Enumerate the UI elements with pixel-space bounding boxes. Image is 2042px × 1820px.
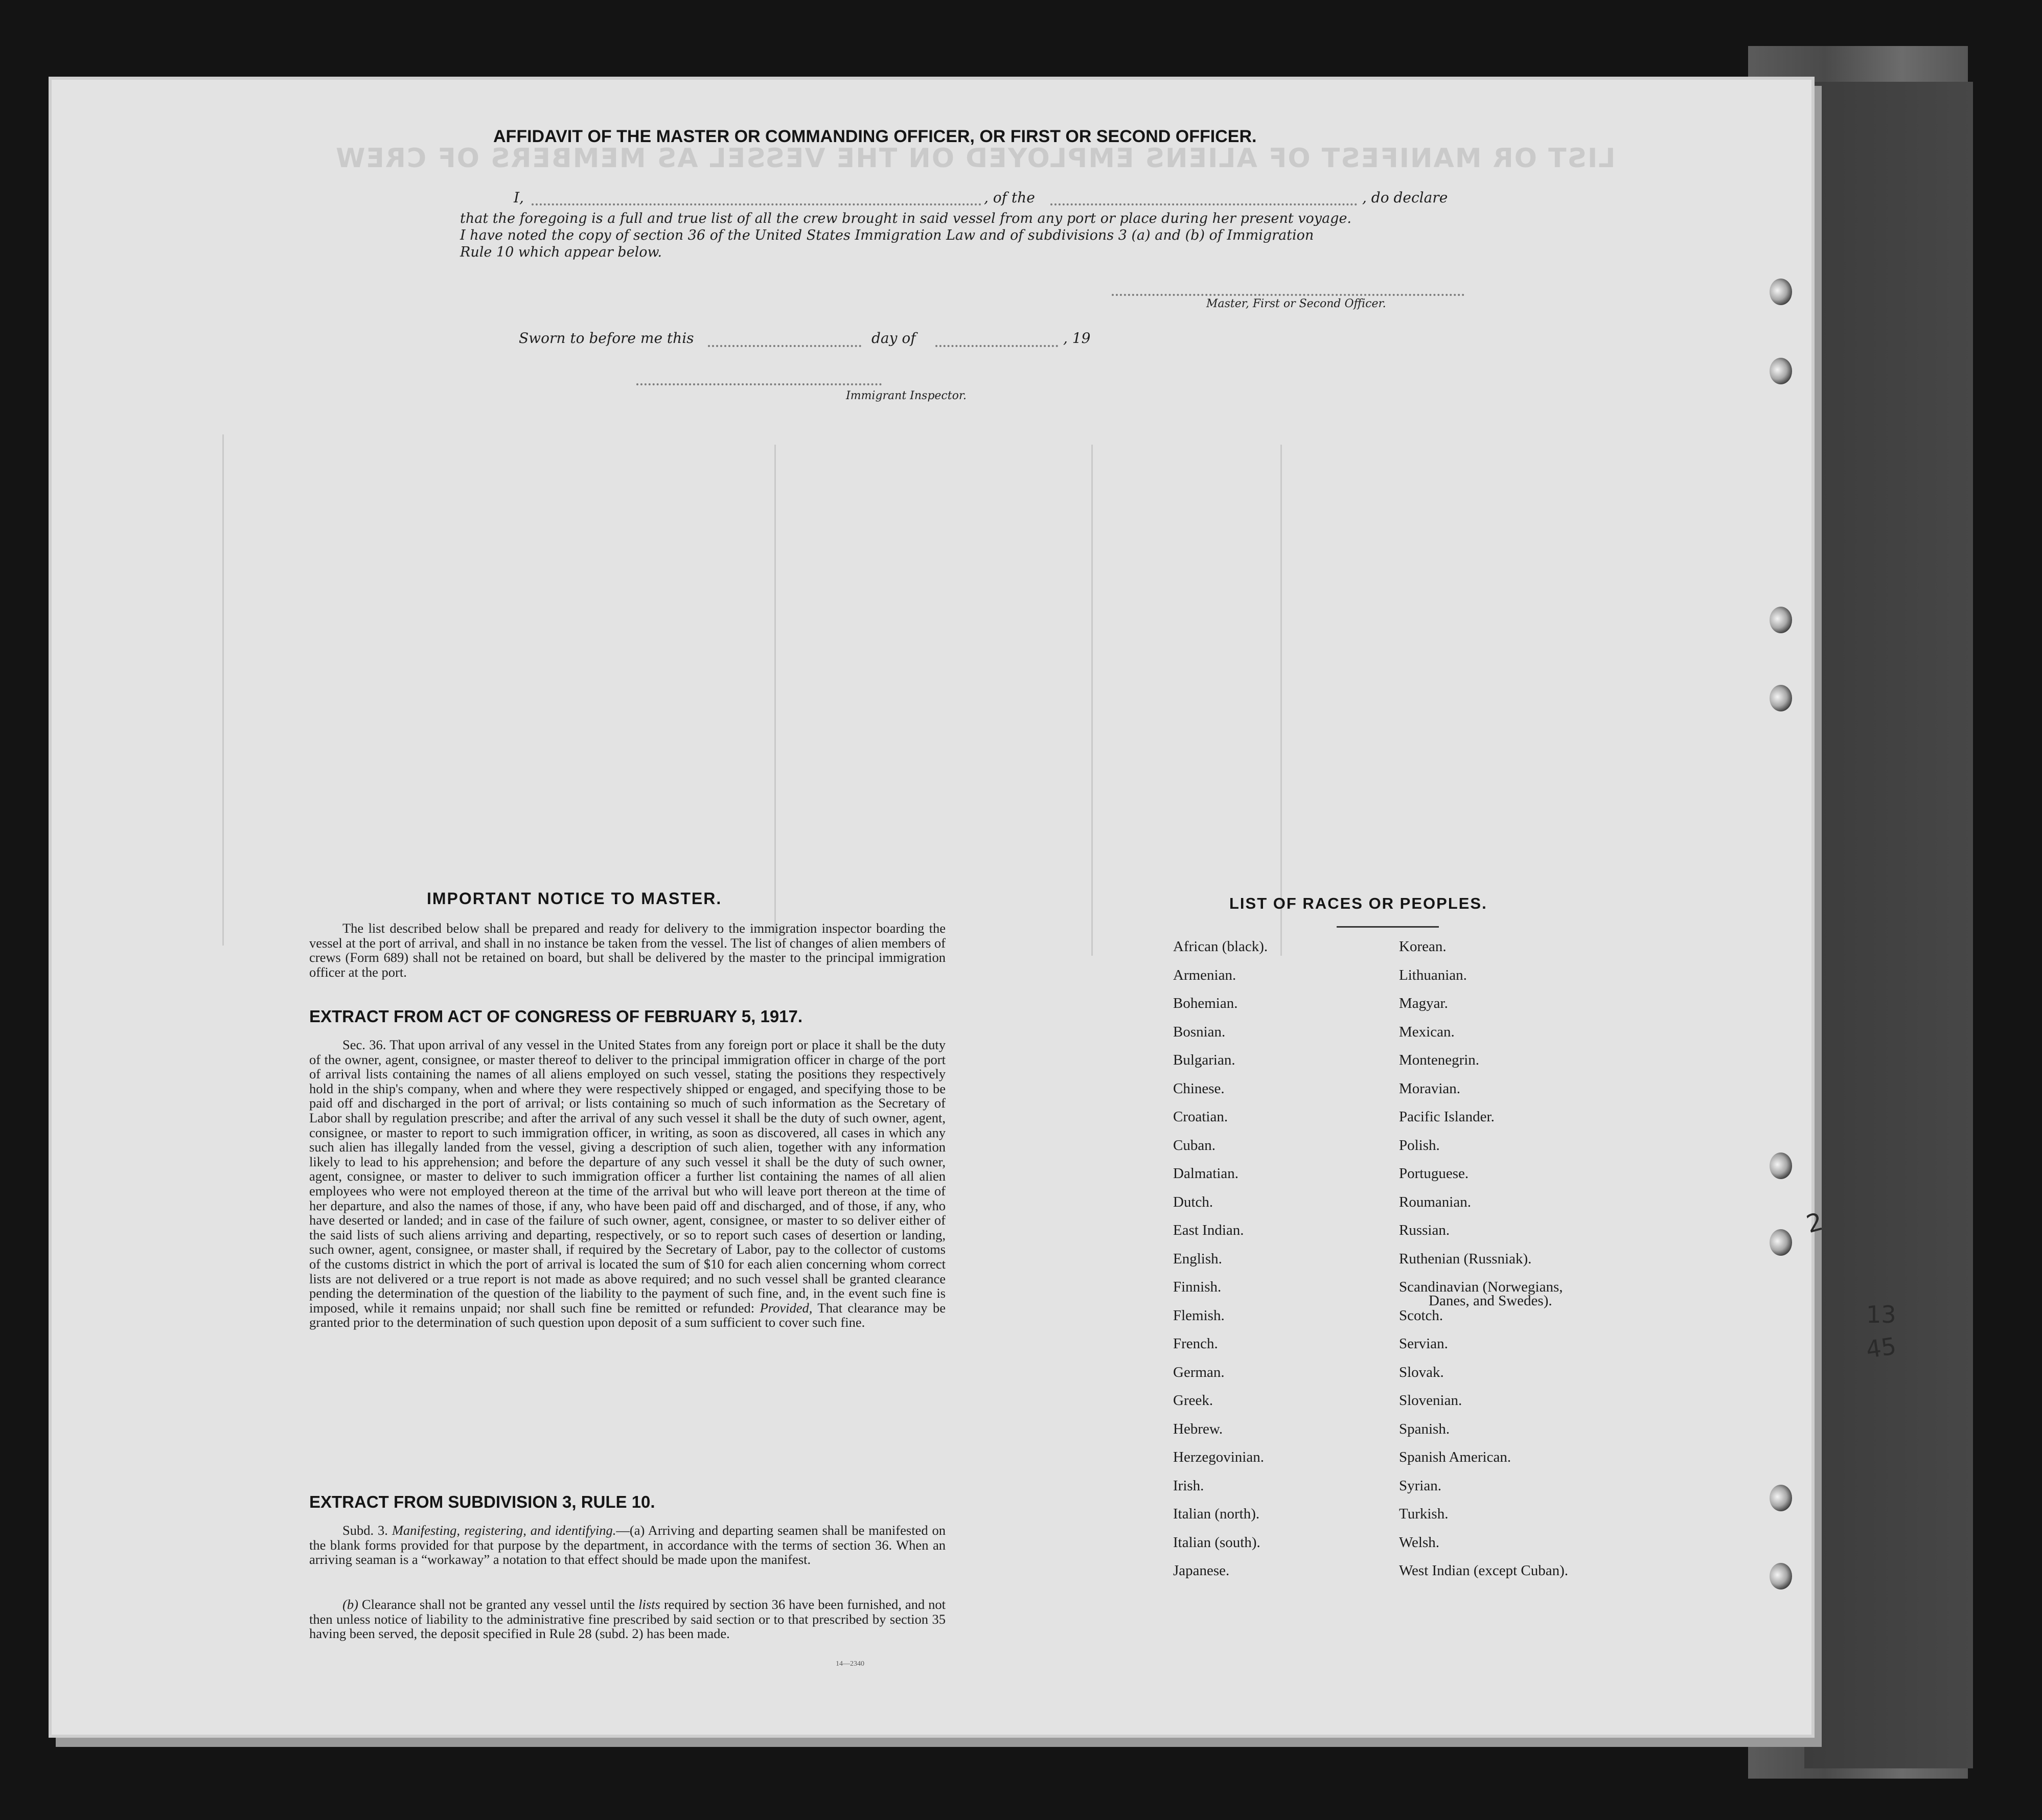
race-left-item: African (black).: [1173, 938, 1268, 955]
affidavit-line-2: that the foregoing is a full and true list of all the crew brought in said vessel from any port or place during her present voyage.: [460, 211, 1352, 226]
notice-text: The list described below shall be prepared and ready for delivery to the immigration inspector boarding the vessel at the port of arrival, and shall in no instance be taken from the vessel. The list of changes of alien members of crews (Form 689) shall not be retained on board, but shall be delivered by the master to the principal immigration officer at the port.: [309, 920, 946, 980]
race-right-item: Ruthenian (Russniak).: [1399, 1250, 1532, 1267]
subd-body: —(a) Arriving and departing seamen shall be manifested on the blank forms provided for that purpose by the department, in accordance with the terms of section 36. When an arriving seaman is a “workaway” a notation to that effect should be made upon the manifest.: [309, 1523, 946, 1568]
punch-hole: [1770, 279, 1792, 305]
sworn-month-line: [935, 345, 1058, 347]
race-right-item: Scandinavian (Norwegians,: [1399, 1279, 1563, 1295]
race-right-item: Moravian.: [1399, 1080, 1460, 1097]
bleed-through-rule: [1091, 445, 1093, 956]
document-page: [49, 77, 1898, 1738]
race-right-item: Slovak.: [1399, 1364, 1444, 1380]
notice-title: IMPORTANT NOTICE TO MASTER.: [427, 889, 722, 908]
races-title: LIST OF RACES OR PEOPLES.: [1229, 894, 1487, 912]
b-lists: lists: [638, 1597, 660, 1612]
provided-label: Provided,: [760, 1300, 813, 1316]
inspector-signature-line: [636, 383, 882, 385]
year-label: , 19: [1063, 330, 1091, 347]
race-right-item: Welsh.: [1399, 1534, 1440, 1551]
form-number: 14—2340: [836, 1660, 864, 1668]
punch-hole: [1770, 685, 1792, 711]
handwritten-mark-b: 13: [1866, 1301, 1896, 1328]
section-body-end: That clearance may be granted prior to the determination of such question upon deposit of a sum sufficient to cover such fine.: [309, 1300, 946, 1330]
affidavit-declare-label: , do declare: [1362, 189, 1448, 206]
bleed-through-rule: [1280, 445, 1282, 956]
subdivision-3-text: [309, 1523, 946, 1567]
race-left-item: Italian (south).: [1173, 1534, 1260, 1551]
section-body: That upon arrival of any vessel in the United States from any foreign port or place it shall be the duty of the owner, agent, consignee, or master thereof to deliver to the principal immigration officer in charge of the port of arrival lists containing the names of all aliens employed on such vessel, stating the positions they respectively hold in the ship's company, when and where they were respectively shipped or engaged, and specifying those to be paid off and discharged in the port of arrival; or lists containing so much of such information as the Secretary of Labor shall by regulation prescribe; and after the arrival of any such vessel it shall be the duty of such owner, agent, consignee, or master to report to such immigration officer, in writing, as soon as discovered, all cases in which any such alien has illegally landed from the vessel, giving a description of such alien, together with any information likely to lead to his apprehension; and before the departure of any such vessel it shall be the duty of such owner, agent, consignee, or master to deliver to such immigration officer a further list containing the names of all alien employees who were not employed thereon at the time of the arrival but who will leave port thereon at the time of her departure, and also the names of those, if any, who have been paid off and discharged, and of those, if any, who have deserted or landed; and in case of the failure of such owner, agent, consignee, or master to so deliver either of the said lists of such aliens arriving and departing, respectively, or so to report such cases of desertion or landing, such owner, agent, consignee, or master shall, if required by the Secretary of Labor, pay to the collector of customs of the customs district in which the port of arrival is located the sum of $10 for each alien concerning whom correct lists are not delivered or a true report is not made as above required; and no such vessel shall be granted clearance pending the determination of the question of the liability to the payment of such fine, and, in the event such fine is imposed, while it remains unpaid; nor shall such fine be remitted or refunded:: [309, 1037, 946, 1316]
race-right-item: West Indian (except Cuban).: [1399, 1562, 1569, 1579]
punch-hole: [1770, 358, 1792, 384]
extract-rule-title: EXTRACT FROM SUBDIVISION 3, RULE 10.: [309, 1492, 655, 1511]
b-body-1: Clearance shall not be granted any vessel until the: [361, 1597, 635, 1612]
race-right-item: Russian.: [1399, 1222, 1450, 1238]
race-left-item: Croatian.: [1173, 1109, 1228, 1125]
race-right-item: Spanish American.: [1399, 1449, 1511, 1465]
race-left-item: Dutch.: [1173, 1193, 1213, 1210]
race-left-item: Bohemian.: [1173, 995, 1238, 1011]
punch-hole: [1770, 1563, 1792, 1589]
day-of-label: day of: [871, 330, 916, 347]
race-left-item: Herzegovinian.: [1173, 1449, 1264, 1465]
race-left-item: Cuban.: [1173, 1137, 1215, 1154]
bleed-through-rule: [222, 434, 224, 946]
race-right-item: Lithuanian.: [1399, 966, 1467, 983]
back-sheet-shadow: [1804, 82, 1973, 1768]
sworn-day-line: [708, 345, 861, 347]
sworn-label: Sworn to before me this: [519, 330, 694, 347]
race-right-item: Turkish.: [1399, 1506, 1449, 1522]
race-right-item: Montenegrin.: [1399, 1052, 1480, 1068]
race-right-item: Korean.: [1399, 938, 1447, 955]
b-body-2: required by section 36 have been furnished, and not then unless notice of liability to the administrative fine prescribed by said section or to that prescribed by section 35 having been served, the deposit specified in Rule 28 (subd. 2) has been made.: [309, 1597, 946, 1642]
race-right-item: Mexican.: [1399, 1023, 1455, 1040]
race-left-item: Flemish.: [1173, 1307, 1225, 1324]
punch-hole: [1770, 1229, 1792, 1256]
officer-signature-label: Master, First or Second Officer.: [1206, 297, 1386, 310]
affidavit-i-label: I,: [514, 189, 524, 206]
race-right-item: Portuguese.: [1399, 1165, 1469, 1182]
inspector-label: Immigrant Inspector.: [846, 389, 967, 402]
race-left-item: Greek.: [1173, 1392, 1213, 1409]
races-title-rule: [1337, 926, 1439, 928]
race-right-item: Servian.: [1399, 1335, 1448, 1352]
bleed-through-title: LIST OR MANIFEST OF ALIENS EMPLOYED ON THE VESSEL AS MEMBERS OF CREW: [335, 143, 1616, 174]
subdivision-3b-text: [309, 1597, 946, 1641]
race-right-item: Polish.: [1399, 1137, 1440, 1154]
race-right-item: Syrian.: [1399, 1477, 1441, 1494]
bleed-through-rule: [774, 445, 776, 956]
race-left-item: French.: [1173, 1335, 1218, 1352]
race-left-item: Dalmatian.: [1173, 1165, 1239, 1182]
race-left-item: Irish.: [1173, 1477, 1204, 1494]
affidavit-title: AFFIDAVIT OF THE MASTER OR COMMANDING OFFICER, OR FIRST OR SECOND OFFICER.: [493, 127, 1257, 146]
race-left-item: East Indian.: [1173, 1222, 1244, 1238]
punch-hole: [1770, 1153, 1792, 1179]
master-name-line: [532, 203, 981, 205]
handwritten-mark-a: 2: [1803, 1207, 1826, 1239]
race-left-item: English.: [1173, 1250, 1222, 1267]
affidavit-line-3: I have noted the copy of section 36 of the United States Immigration Law and of subdivisions 3 (a) and (b) of Immigration: [460, 227, 1314, 243]
race-left-item: Finnish.: [1173, 1279, 1222, 1295]
extract-act-title: EXTRACT FROM ACT OF CONGRESS OF FEBRUARY 5, 1917.: [309, 1007, 803, 1026]
subd-heading: Manifesting, registering, and identifying.: [392, 1523, 616, 1538]
race-right-item: Magyar.: [1399, 995, 1448, 1011]
race-right-item: Scotch.: [1399, 1307, 1443, 1324]
affidavit-line-4: Rule 10 which appear below.: [460, 244, 662, 260]
race-right-item: Roumanian.: [1399, 1193, 1471, 1210]
section-36-text: [309, 1038, 946, 1330]
punch-hole: [1770, 607, 1792, 633]
handwritten-mark-c: 45: [1864, 1332, 1898, 1364]
race-right-item: Spanish.: [1399, 1420, 1450, 1437]
race-right-item: Slovenian.: [1399, 1392, 1462, 1409]
race-right-item: Danes, and Swedes).: [1429, 1293, 1552, 1309]
officer-signature-line: [1112, 294, 1464, 296]
race-left-item: Hebrew.: [1173, 1420, 1223, 1437]
b-label: (b): [342, 1597, 358, 1612]
race-right-item: Pacific Islander.: [1399, 1109, 1495, 1125]
race-left-item: Italian (north).: [1173, 1506, 1260, 1522]
punch-hole: [1770, 1485, 1792, 1511]
race-left-item: Bulgarian.: [1173, 1052, 1235, 1068]
race-left-item: Japanese.: [1173, 1562, 1230, 1579]
race-left-item: Armenian.: [1173, 966, 1236, 983]
race-left-item: Bosnian.: [1173, 1023, 1226, 1040]
vessel-name-line: [1050, 203, 1357, 205]
subd-label: Subd. 3.: [342, 1523, 388, 1538]
race-left-item: Chinese.: [1173, 1080, 1225, 1097]
section-label: Sec. 36.: [342, 1037, 386, 1052]
race-left-item: German.: [1173, 1364, 1225, 1380]
affidavit-of-the-label: , of the: [984, 189, 1035, 206]
